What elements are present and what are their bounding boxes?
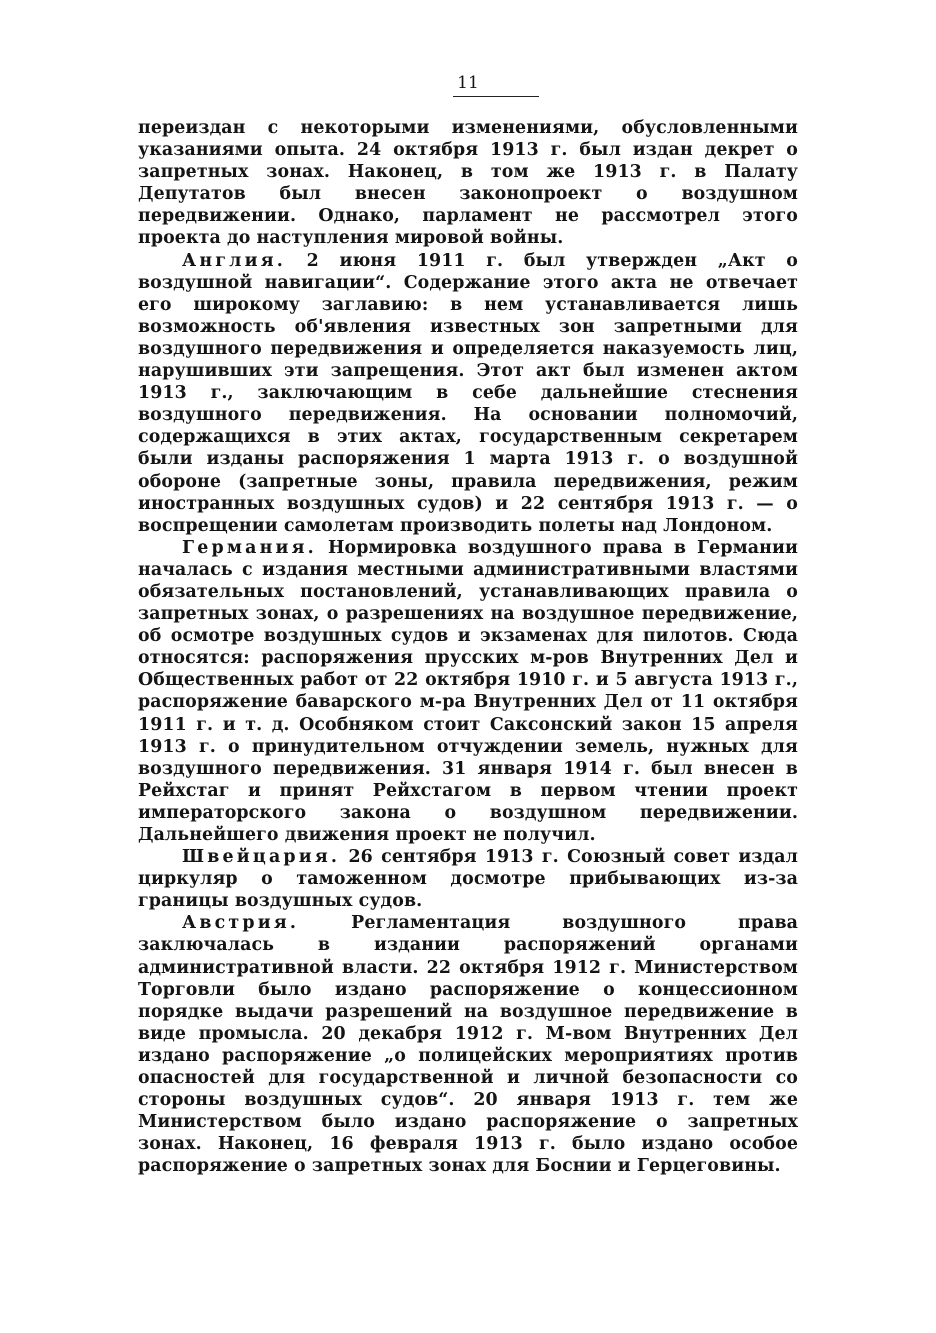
page-number-rule bbox=[453, 96, 539, 97]
paragraph-france-continuation bbox=[138, 117, 798, 250]
paragraph-text: Нормировка воздушного права в Германии началась с издания местными административными властями обязательных постановлений, устанавливающих правила о запретных зонах, о разрешениях на воздушное передвижение, об осмотре воздушных судов и экзаменах для пилотов. Сюда относятся: распоряжения прусских м-ров Внутренних Дел и Общественных работ от 22 октября 1910 г. и 5 августа 1913 г., распоряжение баварского м-ра Внутренних Дел от 11 октября 1911 г. и т. д. Особняком стоит Саксонский закон 15 апреля 1913 г. о принудительном отчуждении земель, нужных для воздушного передвижения. 31 января 1914 г. был внесен в Рейхстаг и принят Рейхстагом в первом чтении проект императорского закона о воздушном передвижении. Дальнейшего движения проект не получил. bbox=[138, 537, 798, 845]
body-text bbox=[138, 117, 798, 1178]
paragraph-austria bbox=[138, 912, 798, 1177]
paragraph-text: Регламентация воздушного права заключалась в издании распоряжений органами административной власти. 22 октября 1912 г. Министерством Торговли было издано распоряжение о концессионном порядке выдачи разрешений на воздушное передвижение в виде промысла. 20 декабря 1912 г. М-вом Внутренних Дел издано распоряжение „о полицейских мероприятиях против опасностей для государственной и личной безопасности со стороны воздушных судов“. 20 января 1913 г. тем же Министерством было издано распоряжение о запретных зонах. Наконец, 16 февраля 1913 г. было издано особое распоряжение о запретных зонах для Боснии и Герцеговины. bbox=[138, 913, 798, 1177]
country-heading-germany: Германия. bbox=[182, 537, 317, 558]
paragraph-germany bbox=[138, 537, 798, 846]
country-heading-england: Англия. bbox=[182, 250, 287, 271]
paragraph-text: переиздан с некоторыми изменениями, обусловленными указаниями опыта. 24 октября 1913 г. был издан декрет о запретных зонах. Наконец, в том же 1913 г. в Палату Депутатов был внесен законопроект о воздушном передвижении. Однако, парламент не рассмотрел этого проекта до наступления мировой войны. bbox=[138, 118, 798, 249]
page-number: 11 bbox=[457, 73, 479, 93]
paragraph-switzerland bbox=[138, 846, 798, 912]
country-heading-switzerland: Швейцария. bbox=[182, 847, 341, 868]
paragraph-text: 26 сентября 1913 г. Союзный совет издал циркуляр о таможенном досмотре прибывающих из-за границы воздушных судов. bbox=[138, 847, 798, 912]
paragraph-text: 2 июня 1911 г. был утвержден „Акт о воздушной навигации“. Содержание этого акта не отвечает его широкому заглавию: в нем устанавливается лишь возможность об'явления известных зон запретными для воздушного передвижения и определяется наказуемость лиц, нарушивших эти запрещения. Этот акт был изменен актом 1913 г., заключающим в себе дальнейшие стеснения воздушного передвижения. На основании полномочий, содержащихся в этих актах, государственным секретарем были изданы распоряжения 1 марта 1913 г. о воздушной обороне (запретные зоны, правила передвижения, режим иностранных воздушных судов) и 22 сентября 1913 г. — о воспрещении самолетам производить полеты над Лондоном. bbox=[138, 250, 798, 536]
country-heading-austria: Австрия. bbox=[182, 913, 300, 934]
book-page bbox=[138, 72, 798, 1178]
paragraph-england bbox=[138, 250, 798, 537]
